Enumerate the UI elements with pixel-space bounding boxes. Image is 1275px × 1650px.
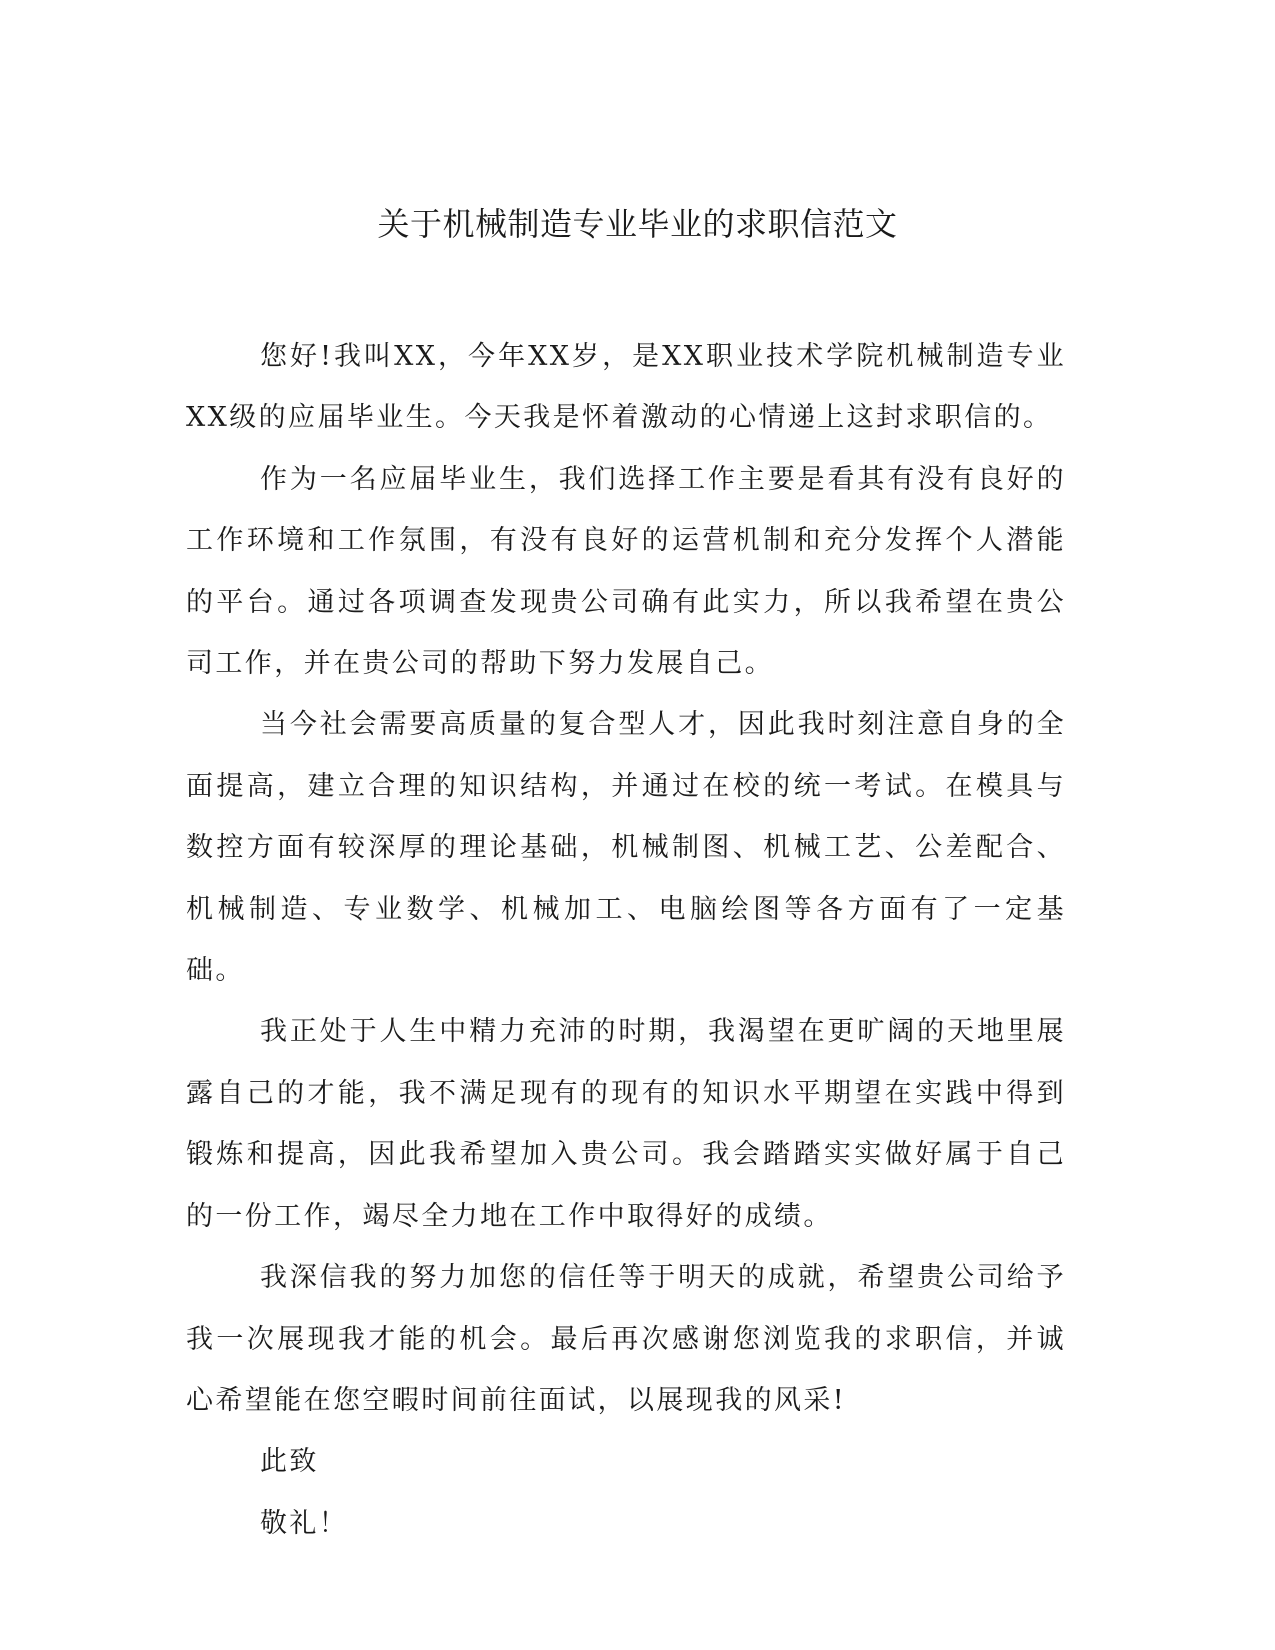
paragraph-skills: 当今社会需要高质量的复合型人才，因此我时刻注意自身的全面提高，建立合理的知识结构，并通过在校的统一考试。在模具与数控方面有较深厚的理论基础，机械制图、机械工艺、公差配合、机械制造、专业数学、机械加工、电脑绘图等各方面有了一定基础。 — [186, 709, 1066, 987]
paragraph-greeting: 您好!我叫XX，今年XX岁，是XX职业技术学院机械制造专业XX级的应届毕业生。今天我是怀着激动的心情递上这封求职信的。 — [186, 341, 1066, 434]
document-title: 关于机械制造专业毕业的求职信范文 — [377, 205, 898, 243]
letter-body — [186, 326, 1066, 1554]
paragraph-job-choice: 作为一名应届毕业生，我们选择工作主要是看其有没有良好的工作环境和工作氛围，有没有良好的运营机制和充分发挥个人潜能的平台。通过各项调查发现贵公司确有此实力，所以我希望在贵公司工作，并在贵公司的帮助下努力发展自己。 — [186, 463, 1066, 680]
closing-regards: 敬礼！ — [260, 1507, 349, 1539]
paragraph-conclusion: 我深信我的努力加您的信任等于明天的成就，希望贵公司给予我一次展现我才能的机会。最后再次感谢您浏览我的求职信，并诚心希望能在您空暇时间前往面试，以展现我的风采! — [186, 1262, 1066, 1416]
paragraph-motivation: 我正处于人生中精力充沛的时期，我渴望在更旷阔的天地里展露自己的才能，我不满足现有的现有的知识水平期望在实践中得到锻炼和提高，因此我希望加入贵公司。我会踏踏实实做好属于自己的一份工作，竭尽全力地在工作中取得好的成绩。 — [186, 1016, 1066, 1232]
closing-salutation: 此致 — [260, 1446, 319, 1478]
